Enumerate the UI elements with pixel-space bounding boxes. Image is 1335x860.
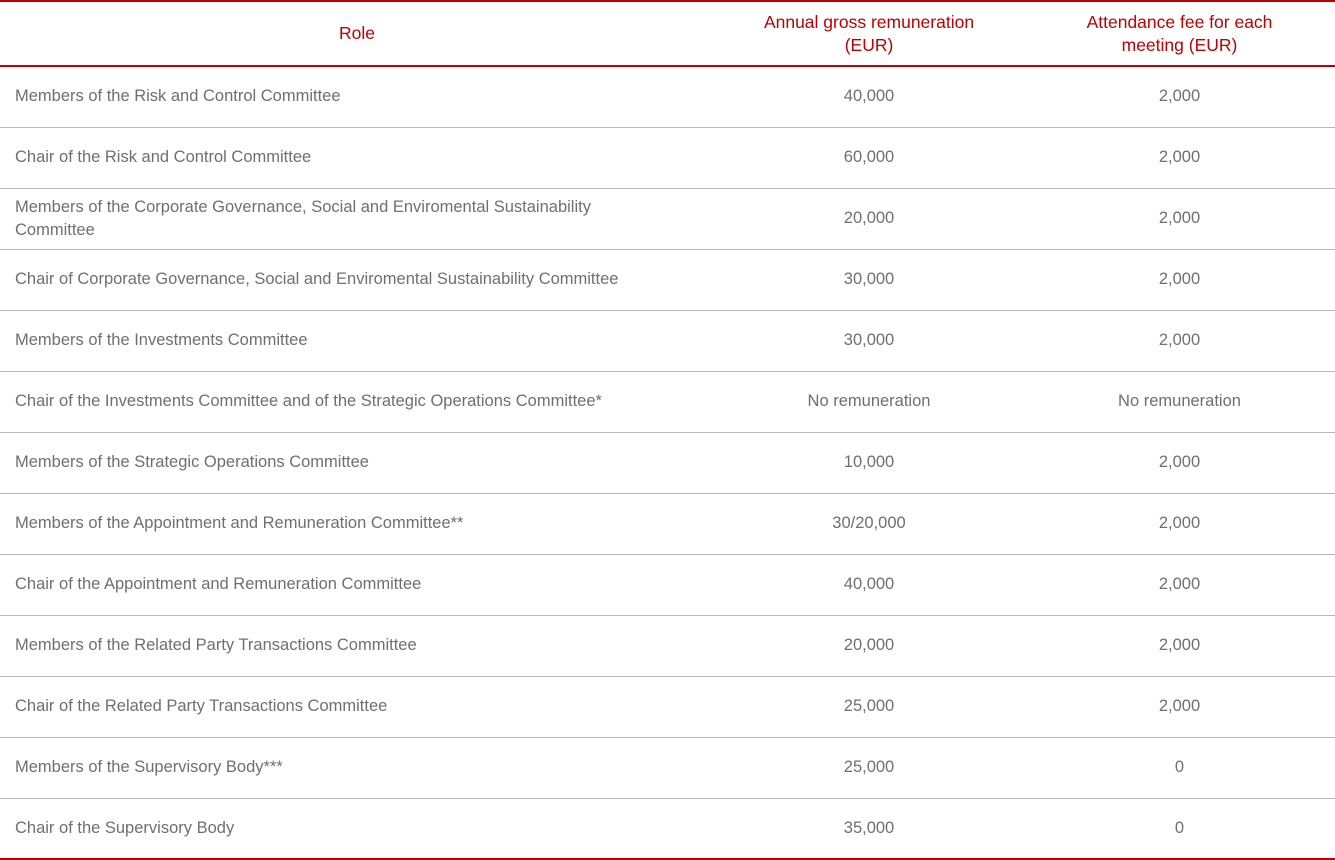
table-row [0, 493, 1335, 554]
table-row [0, 127, 1335, 188]
attendance-fee-cell: 2,000 [1024, 249, 1335, 310]
header-fee-line2: meeting (EUR) [1121, 34, 1238, 55]
attendance-fee-cell: 2,000 [1024, 188, 1335, 249]
role-cell: Members of the Risk and Control Committee [0, 66, 714, 127]
annual-remuneration-cell: 25,000 [714, 737, 1024, 798]
annual-remuneration-cell: 30,000 [714, 310, 1024, 371]
table-row [0, 676, 1335, 737]
header-annual-line1: Annual gross remuneration [763, 11, 975, 32]
role-cell: Members of the Investments Committee [0, 310, 714, 371]
header-fee-line1: Attendance fee for each [1086, 11, 1273, 32]
role-cell: Chair of the Supervisory Body [0, 798, 714, 859]
table-row [0, 66, 1335, 127]
attendance-fee-cell: 2,000 [1024, 66, 1335, 127]
role-cell: Chair of the Related Party Transactions Committee [0, 676, 714, 737]
attendance-fee-cell: 2,000 [1024, 432, 1335, 493]
table-row [0, 798, 1335, 859]
role-cell: Members of the Related Party Transactions Committee [0, 615, 714, 676]
attendance-fee-cell: 2,000 [1024, 493, 1335, 554]
role-cell: Members of the Supervisory Body*** [0, 737, 714, 798]
attendance-fee-cell: 2,000 [1024, 615, 1335, 676]
role-cell: Chair of the Appointment and Remuneration Committee [0, 554, 714, 615]
table-row [0, 615, 1335, 676]
header-role: Role [0, 1, 714, 66]
annual-remuneration-cell: 40,000 [714, 66, 1024, 127]
role-cell: Chair of the Risk and Control Committee [0, 127, 714, 188]
header-annual-line2: (EUR) [844, 34, 894, 55]
role-cell: Chair of Corporate Governance, Social and Enviromental Sustainability Committee [0, 249, 714, 310]
annual-remuneration-cell: No remuneration [714, 371, 1024, 432]
table-header [0, 1, 1335, 66]
annual-remuneration-cell: 35,000 [714, 798, 1024, 859]
table-body [0, 66, 1335, 859]
attendance-fee-cell: 2,000 [1024, 554, 1335, 615]
attendance-fee-cell: No remuneration [1024, 371, 1335, 432]
attendance-fee-cell: 2,000 [1024, 127, 1335, 188]
role-cell: Members of the Appointment and Remuneration Committee** [0, 493, 714, 554]
header-row [0, 1, 1335, 66]
role-cell: Members of the Strategic Operations Committee [0, 432, 714, 493]
attendance-fee-cell: 0 [1024, 798, 1335, 859]
table-row [0, 310, 1335, 371]
header-attendance-fee [1024, 1, 1335, 66]
annual-remuneration-cell: 30/20,000 [714, 493, 1024, 554]
annual-remuneration-cell: 20,000 [714, 615, 1024, 676]
role-cell: Members of the Corporate Governance, Social and Enviromental Sustainability Committee [0, 188, 714, 249]
header-annual-remuneration [714, 1, 1024, 66]
annual-remuneration-cell: 40,000 [714, 554, 1024, 615]
attendance-fee-cell: 2,000 [1024, 676, 1335, 737]
attendance-fee-cell: 0 [1024, 737, 1335, 798]
table-row [0, 737, 1335, 798]
annual-remuneration-cell: 20,000 [714, 188, 1024, 249]
annual-remuneration-cell: 10,000 [714, 432, 1024, 493]
table-row [0, 432, 1335, 493]
table-row [0, 371, 1335, 432]
role-cell: Chair of the Investments Committee and of the Strategic Operations Committee* [0, 371, 714, 432]
table-row [0, 554, 1335, 615]
table-row [0, 188, 1335, 249]
annual-remuneration-cell: 60,000 [714, 127, 1024, 188]
annual-remuneration-cell: 25,000 [714, 676, 1024, 737]
annual-remuneration-cell: 30,000 [714, 249, 1024, 310]
attendance-fee-cell: 2,000 [1024, 310, 1335, 371]
table-row [0, 249, 1335, 310]
